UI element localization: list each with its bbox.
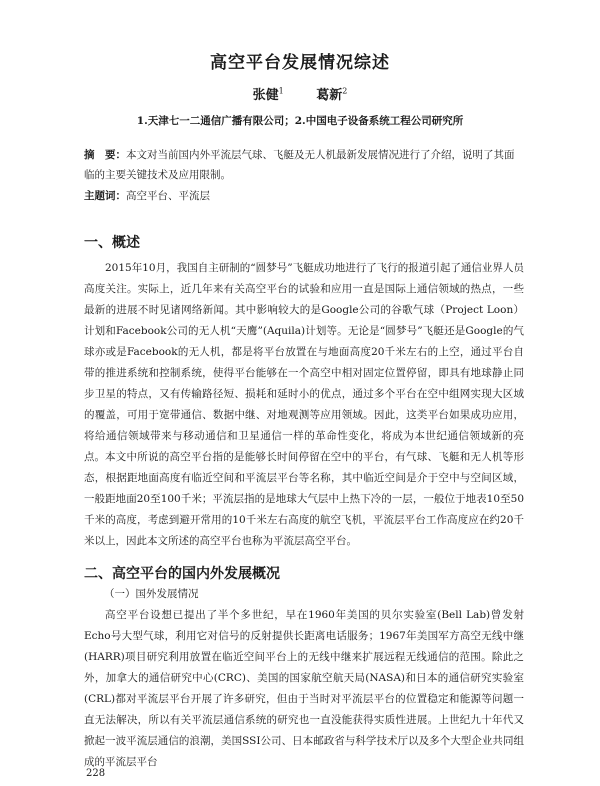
author-1-name: 张健: [252, 88, 279, 103]
section-2-heading: 二、高空平台的国内外发展概况: [84, 566, 280, 582]
abstract-label: 摘 要：: [84, 149, 126, 161]
author-line: [0, 84, 600, 103]
section-2-subheading: （一）国外发展情况: [104, 588, 199, 600]
abstract: [84, 145, 524, 185]
section-1-heading: 一、概述: [84, 235, 140, 251]
author-2: [316, 88, 347, 103]
section-1-paragraph-1: 2015年10月，我国自主研制的“圆梦号”飞艇成功地进行了飞行的报道引起了通信业界人员高度关注。实际上，近几年来有关高空平台的试验和应用一直是国际上通信领域的热点，一些最新的进展不时见诸网络新闻。其中影响较大的是Google公司的谷歌气球（Project Loon）计划和Facebook公司的无人机“天鹰”(Aquila)计划等。无论是“圆梦号”飞艇还是Google的气球亦或是Facebook的无人机，都是将平台放置在与地面高度20千米左右的上空，通过平台自带的推进系统和控制系统，使得平台能够在一个高空中相对固定位置停留，即具有地球静止同步卫星的特点，又有传输路径短、损耗和延时小的优点，通过多个平台在空中组网实现大区域的覆盖，可用于宽带通信、数据中继、对地观测等应用领域。因此，这类平台如果成功应用，将给通信领域带来与移动通信和卫星通信一样的革命性变化，将成为本世纪通信领域新的亮点。: [84, 262, 524, 463]
author-2-affil-mark: 2: [342, 86, 348, 96]
author-2-name: 葛新: [316, 88, 343, 103]
keywords: [84, 186, 524, 206]
keywords-text: 高空平台、平流层: [126, 190, 210, 202]
affiliations: 1.天津七一二通信广播有限公司；2.中国电子设备系统工程公司研究所: [136, 115, 464, 127]
abstract-text: 本文对当前国内外平流层气球、飞艇及无人机最新发展情况进行了介绍，说明了其面临的主要关键技术及应用限制。: [84, 149, 515, 181]
author-1: [253, 88, 284, 103]
author-1-affil-mark: 1: [278, 86, 284, 96]
section-2-paragraph-1: 高空平台设想已提出了半个多世纪，早在1960年美国的贝尔实验室(Bell Lab)曾发射Echo号大型气球，利用它对信号的反射提供长距离电话服务；1967年美国军方高空无线中继(HARR)项目研究利用放置在临近空间平台上的无线中继来扩展远程无线通信的范围。除此之外，加拿大的通信研究中心(CRC)、美国的国家航空航天局(NASA)和日本的通信研究实验室(CRL)都对平流层平台开展了许多研究，但由于当时对平流层平台的位置稳定和能源等问题一直无法解决，所以有关平流层通信系统的研究也一直没能获得实质性进展。上世纪九十年代又掀起一波平流层通信的浪潮，美国SSI公司、日本邮政省与科学技术厅以及多个大型企业共同组成的平流层平台: [84, 609, 524, 768]
page-number: 228: [86, 768, 106, 779]
keywords-label: 主题词：: [84, 190, 126, 202]
section-1-paragraph-2: 本文中所说的高空平台指的是能够长时间停留在空中的平台，有气球、飞艇和无人机等形态，根据距地面高度有临近空间和平流层平台等名称，其中临近空间是介于空中与空间区域，一般距地面20至100千米；平流层指的是地球大气层中上热下冷的一层，一般位于地表10至50千米的高度，考虑到避开常用的10千米左右高度的航空飞机，平流层平台工作高度应在约20千米以上，因此本文所述的高空平台也称为平流层高空平台。: [84, 451, 524, 547]
paper-title: 高空平台发展情况综述: [210, 53, 390, 73]
